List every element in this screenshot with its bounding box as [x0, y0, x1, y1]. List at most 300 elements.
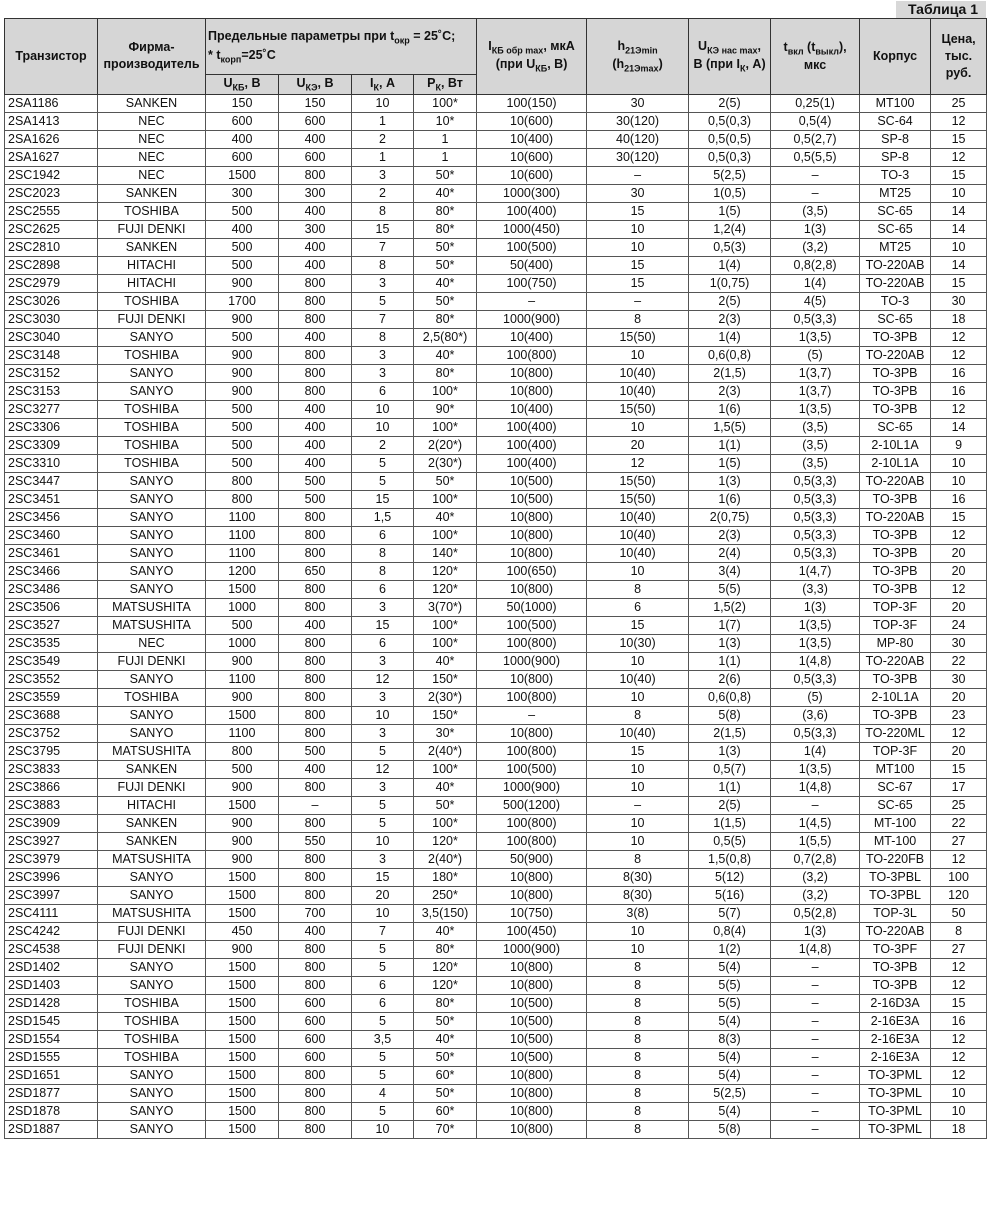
cell-ukb: 1500	[206, 1030, 279, 1048]
cell-ukb: 800	[206, 742, 279, 760]
cell-h21: 8	[587, 994, 689, 1012]
cell-ik: 3	[352, 346, 414, 364]
cell-ikbo: 10(500)	[477, 490, 587, 508]
cell-ukb: 900	[206, 832, 279, 850]
cell-uke: 800	[279, 976, 352, 994]
cell-ik: 5	[352, 1012, 414, 1030]
cell-ukesat: 0,5(0,3)	[689, 148, 771, 166]
cell-ukesat: 8(3)	[689, 1030, 771, 1048]
cell-price: 50	[931, 904, 987, 922]
cell-package: MT100	[860, 94, 931, 112]
cell-ik: 6	[352, 580, 414, 598]
cell-ikbo: 10(800)	[477, 886, 587, 904]
cell-transistor: 2SC3559	[5, 688, 98, 706]
cell-pk: 2(30*)	[414, 688, 477, 706]
cell-ikbo: 10(800)	[477, 1084, 587, 1102]
cell-ikbo: 1000(900)	[477, 940, 587, 958]
col-uke: $U_{КЭ}$, В	[279, 75, 352, 95]
cell-maker: MATSUSHITA	[98, 850, 206, 868]
cell-ukb: 300	[206, 184, 279, 202]
cell-package: TO-3PBL	[860, 868, 931, 886]
cell-h21: 6	[587, 598, 689, 616]
table-row	[5, 112, 987, 130]
cell-ukesat: 2(6)	[689, 670, 771, 688]
cell-maker: SANYO	[98, 868, 206, 886]
cell-ik: 3	[352, 274, 414, 292]
cell-ikbo: 10(800)	[477, 382, 587, 400]
cell-ukb: 900	[206, 310, 279, 328]
table-row	[5, 976, 987, 994]
cell-ik: 8	[352, 256, 414, 274]
cell-h21: 15(50)	[587, 490, 689, 508]
table-row	[5, 1012, 987, 1030]
cell-transistor: 2SC3866	[5, 778, 98, 796]
cell-price: 12	[931, 112, 987, 130]
cell-transistor: 2SC3466	[5, 562, 98, 580]
cell-pk: 30*	[414, 724, 477, 742]
cell-ukb: 1700	[206, 292, 279, 310]
cell-pk: 70*	[414, 1120, 477, 1138]
cell-uke: 500	[279, 490, 352, 508]
cell-maker: SANKEN	[98, 184, 206, 202]
cell-package: TO-3	[860, 292, 931, 310]
cell-price: 12	[931, 958, 987, 976]
cell-h21: 30	[587, 94, 689, 112]
cell-ton: 1(3,7)	[771, 382, 860, 400]
cell-ukb: 1500	[206, 1066, 279, 1084]
table-row	[5, 634, 987, 652]
col-pk: $P_К$, Вт	[414, 75, 477, 95]
table-row	[5, 526, 987, 544]
cell-package: TO-3PB	[860, 544, 931, 562]
cell-uke: 800	[279, 382, 352, 400]
cell-price: 12	[931, 346, 987, 364]
cell-ikbo: 100(450)	[477, 922, 587, 940]
cell-package: SP-8	[860, 148, 931, 166]
cell-ton: 0,7(2,8)	[771, 850, 860, 868]
cell-ukesat: 1(1,5)	[689, 814, 771, 832]
cell-ik: 3	[352, 724, 414, 742]
cell-ukesat: 5(5)	[689, 994, 771, 1012]
cell-maker: SANKEN	[98, 760, 206, 778]
cell-price: 10	[931, 472, 987, 490]
cell-ton: (3,2)	[771, 238, 860, 256]
cell-ik: 2	[352, 184, 414, 202]
cell-transistor: 2SC3688	[5, 706, 98, 724]
cell-price: 16	[931, 364, 987, 382]
table-row	[5, 760, 987, 778]
cell-price: 16	[931, 490, 987, 508]
cell-pk: 2(20*)	[414, 436, 477, 454]
cell-transistor: 2SC2810	[5, 238, 98, 256]
cell-transistor: 2SA1413	[5, 112, 98, 130]
table-row	[5, 1084, 987, 1102]
cell-h21: 10	[587, 922, 689, 940]
col-ukesat: $U_{КЭ нас max}$, В (при $I_К$, А)	[689, 19, 771, 95]
cell-uke: 600	[279, 1048, 352, 1066]
cell-ton: 1(4,8)	[771, 940, 860, 958]
cell-transistor: 2SC3506	[5, 598, 98, 616]
cell-transistor: 2SD1545	[5, 1012, 98, 1030]
cell-ukesat: 1(4)	[689, 328, 771, 346]
cell-ikbo: 10(800)	[477, 868, 587, 886]
cell-ukesat: 2(5)	[689, 796, 771, 814]
cell-maker: SANYO	[98, 562, 206, 580]
cell-uke: 400	[279, 238, 352, 256]
cell-pk: 3,5(150)	[414, 904, 477, 922]
cell-ik: 8	[352, 544, 414, 562]
cell-ikbo: 10(400)	[477, 328, 587, 346]
table-row	[5, 184, 987, 202]
cell-ukesat: 1(3)	[689, 634, 771, 652]
cell-pk: 100*	[414, 814, 477, 832]
table-row	[5, 274, 987, 292]
cell-package: TO-3PB	[860, 328, 931, 346]
cell-ukb: 1500	[206, 166, 279, 184]
cell-ton: 1(3,5)	[771, 328, 860, 346]
cell-ikbo: –	[477, 706, 587, 724]
cell-h21: 15	[587, 616, 689, 634]
cell-ton: 0,8(2,8)	[771, 256, 860, 274]
cell-h21: 10	[587, 220, 689, 238]
cell-h21: 15(50)	[587, 472, 689, 490]
cell-ukesat: 2(1,5)	[689, 364, 771, 382]
cell-transistor: 2SC3997	[5, 886, 98, 904]
cell-uke: 400	[279, 400, 352, 418]
cell-h21: –	[587, 292, 689, 310]
cell-ikbo: 10(800)	[477, 1120, 587, 1138]
cell-ikbo: 100(150)	[477, 94, 587, 112]
cell-price: 12	[931, 976, 987, 994]
cell-package: TO-220ML	[860, 724, 931, 742]
cell-h21: 10	[587, 760, 689, 778]
cell-pk: 80*	[414, 220, 477, 238]
cell-pk: 120*	[414, 832, 477, 850]
table-row	[5, 958, 987, 976]
cell-ton: 0,5(5,5)	[771, 148, 860, 166]
cell-package: TO-3PML	[860, 1102, 931, 1120]
cell-pk: 10*	[414, 112, 477, 130]
cell-ik: 3	[352, 166, 414, 184]
cell-maker: SANYO	[98, 724, 206, 742]
table-body	[5, 94, 987, 1138]
col-transistor: Транзистор	[5, 19, 98, 95]
cell-maker: SANYO	[98, 1066, 206, 1084]
cell-h21: 8(30)	[587, 868, 689, 886]
cell-maker: MATSUSHITA	[98, 616, 206, 634]
cell-ukesat: 5(7)	[689, 904, 771, 922]
cell-transistor: 2SC3549	[5, 652, 98, 670]
cell-ukb: 500	[206, 400, 279, 418]
cell-h21: 30(120)	[587, 148, 689, 166]
cell-h21: 8	[587, 580, 689, 598]
cell-ik: 3	[352, 778, 414, 796]
cell-price: 10	[931, 1084, 987, 1102]
cell-ton: –	[771, 994, 860, 1012]
cell-ton: –	[771, 1048, 860, 1066]
cell-ikbo: 10(800)	[477, 508, 587, 526]
cell-maker: SANYO	[98, 364, 206, 382]
cell-maker: FUJI DENKI	[98, 922, 206, 940]
cell-h21: 8	[587, 1030, 689, 1048]
cell-uke: 800	[279, 940, 352, 958]
table-row	[5, 418, 987, 436]
cell-price: 15	[931, 508, 987, 526]
cell-package: TO-220FB	[860, 850, 931, 868]
cell-uke: 400	[279, 436, 352, 454]
cell-ton: (5)	[771, 688, 860, 706]
cell-h21: 8	[587, 1012, 689, 1030]
cell-maker: NEC	[98, 166, 206, 184]
cell-transistor: 2SC3535	[5, 634, 98, 652]
table-row	[5, 1120, 987, 1138]
cell-maker: FUJI DENKI	[98, 220, 206, 238]
cell-uke: 800	[279, 310, 352, 328]
cell-ikbo: 50(900)	[477, 850, 587, 868]
cell-ikbo: 10(800)	[477, 670, 587, 688]
cell-ton: –	[771, 1102, 860, 1120]
cell-ton: 1(4,5)	[771, 814, 860, 832]
cell-pk: 150*	[414, 670, 477, 688]
cell-maker: SANYO	[98, 1102, 206, 1120]
cell-uke: 800	[279, 724, 352, 742]
table-row	[5, 472, 987, 490]
cell-uke: 800	[279, 1066, 352, 1084]
table-row	[5, 796, 987, 814]
cell-transistor: 2SA1626	[5, 130, 98, 148]
cell-ikbo: 1000(900)	[477, 310, 587, 328]
cell-ukesat: 0,5(7)	[689, 760, 771, 778]
cell-ukesat: 1,2(4)	[689, 220, 771, 238]
cell-transistor: 2SC3909	[5, 814, 98, 832]
table-row	[5, 580, 987, 598]
cell-maker: TOSHIBA	[98, 346, 206, 364]
cell-pk: 50*	[414, 796, 477, 814]
cell-transistor: 2SD1555	[5, 1048, 98, 1066]
cell-maker: MATSUSHITA	[98, 742, 206, 760]
cell-price: 15	[931, 760, 987, 778]
cell-h21: 10	[587, 814, 689, 832]
cell-ukb: 900	[206, 940, 279, 958]
cell-uke: 400	[279, 616, 352, 634]
cell-package: TO-3PBL	[860, 886, 931, 904]
cell-ukesat: 5(4)	[689, 1102, 771, 1120]
cell-ukesat: 1(5)	[689, 202, 771, 220]
cell-ukb: 1500	[206, 1120, 279, 1138]
cell-ukb: 600	[206, 112, 279, 130]
cell-h21: 15	[587, 742, 689, 760]
cell-h21: –	[587, 796, 689, 814]
table-row	[5, 256, 987, 274]
cell-ikbo: 50(1000)	[477, 598, 587, 616]
cell-pk: 40*	[414, 778, 477, 796]
cell-price: 16	[931, 1012, 987, 1030]
cell-uke: 800	[279, 364, 352, 382]
cell-ik: 4	[352, 1084, 414, 1102]
cell-ton: (3,5)	[771, 454, 860, 472]
cell-price: 14	[931, 418, 987, 436]
cell-uke: 800	[279, 706, 352, 724]
cell-ton: 1(4)	[771, 274, 860, 292]
cell-ik: 5	[352, 1048, 414, 1066]
cell-h21: 3(8)	[587, 904, 689, 922]
cell-price: 12	[931, 328, 987, 346]
cell-pk: 2,5(80*)	[414, 328, 477, 346]
cell-ukb: 1500	[206, 706, 279, 724]
cell-h21: 30	[587, 184, 689, 202]
cell-package: TO-220AB	[860, 508, 931, 526]
cell-price: 12	[931, 400, 987, 418]
cell-ukb: 1100	[206, 724, 279, 742]
cell-ton: 1(3)	[771, 598, 860, 616]
cell-package: TO-220AB	[860, 256, 931, 274]
cell-pk: 50*	[414, 292, 477, 310]
table-row	[5, 364, 987, 382]
cell-maker: SANYO	[98, 1084, 206, 1102]
cell-package: TO-3PML	[860, 1120, 931, 1138]
cell-ukb: 500	[206, 256, 279, 274]
cell-ik: 3	[352, 850, 414, 868]
cell-ukesat: 0,5(5)	[689, 832, 771, 850]
cell-maker: SANYO	[98, 382, 206, 400]
cell-h21: 12	[587, 454, 689, 472]
cell-ikbo: 100(800)	[477, 688, 587, 706]
cell-price: 10	[931, 238, 987, 256]
cell-maker: NEC	[98, 112, 206, 130]
cell-maker: SANKEN	[98, 94, 206, 112]
cell-ikbo: 100(500)	[477, 616, 587, 634]
cell-ton: 1(3,5)	[771, 400, 860, 418]
cell-price: 12	[931, 724, 987, 742]
cell-transistor: 2SD1403	[5, 976, 98, 994]
cell-package: SC-65	[860, 418, 931, 436]
table-row	[5, 1066, 987, 1084]
table-row	[5, 346, 987, 364]
cell-ukesat: 5(4)	[689, 1012, 771, 1030]
cell-uke: –	[279, 796, 352, 814]
cell-ikbo: 10(800)	[477, 976, 587, 994]
cell-ukesat: 1(2)	[689, 940, 771, 958]
cell-package: TO-220AB	[860, 922, 931, 940]
cell-price: 22	[931, 814, 987, 832]
table-row	[5, 850, 987, 868]
cell-h21: 10(40)	[587, 670, 689, 688]
table-row	[5, 310, 987, 328]
cell-ukesat: 2(3)	[689, 310, 771, 328]
cell-pk: 40*	[414, 1030, 477, 1048]
cell-uke: 600	[279, 148, 352, 166]
cell-ukesat: 1(1)	[689, 652, 771, 670]
cell-ukb: 400	[206, 130, 279, 148]
cell-package: TO-3PB	[860, 526, 931, 544]
cell-ukesat: 1,5(2)	[689, 598, 771, 616]
cell-maker: HITACHI	[98, 256, 206, 274]
cell-transistor: 2SC3030	[5, 310, 98, 328]
cell-pk: 40*	[414, 508, 477, 526]
cell-maker: TOSHIBA	[98, 994, 206, 1012]
cell-package: MT25	[860, 184, 931, 202]
cell-ik: 3	[352, 652, 414, 670]
cell-h21: 15	[587, 256, 689, 274]
cell-ukb: 900	[206, 814, 279, 832]
table-row	[5, 688, 987, 706]
cell-ikbo: 10(800)	[477, 580, 587, 598]
cell-ikbo: 10(800)	[477, 724, 587, 742]
cell-ton: 0,5(2,7)	[771, 130, 860, 148]
cell-ukesat: 1(3)	[689, 472, 771, 490]
cell-ukesat: 2(0,75)	[689, 508, 771, 526]
cell-ton: 1(4,8)	[771, 652, 860, 670]
cell-maker: MATSUSHITA	[98, 904, 206, 922]
cell-ukb: 900	[206, 778, 279, 796]
cell-ton: 0,5(3,3)	[771, 508, 860, 526]
cell-package: TOP-3L	[860, 904, 931, 922]
cell-ukesat: 1(6)	[689, 400, 771, 418]
cell-package: MT-100	[860, 832, 931, 850]
cell-ton: 1(4)	[771, 742, 860, 760]
cell-package: 2-10L1A	[860, 454, 931, 472]
cell-transistor: 2SD1554	[5, 1030, 98, 1048]
cell-ukesat: 2(3)	[689, 526, 771, 544]
cell-uke: 800	[279, 292, 352, 310]
cell-ik: 3	[352, 364, 414, 382]
cell-ikbo: 10(500)	[477, 1012, 587, 1030]
cell-ukb: 1500	[206, 904, 279, 922]
cell-pk: 100*	[414, 382, 477, 400]
cell-uke: 400	[279, 328, 352, 346]
cell-ton: 1(3,7)	[771, 364, 860, 382]
cell-maker: FUJI DENKI	[98, 778, 206, 796]
cell-h21: 15	[587, 202, 689, 220]
cell-price: 30	[931, 634, 987, 652]
cell-ikbo: 10(600)	[477, 148, 587, 166]
table-row	[5, 238, 987, 256]
cell-price: 18	[931, 1120, 987, 1138]
cell-uke: 400	[279, 256, 352, 274]
col-price: Цена, тыс. руб.	[931, 19, 987, 95]
cell-ik: 10	[352, 418, 414, 436]
cell-ton: 0,5(2,8)	[771, 904, 860, 922]
cell-price: 15	[931, 274, 987, 292]
cell-pk: 250*	[414, 886, 477, 904]
cell-h21: 10	[587, 832, 689, 850]
cell-uke: 800	[279, 868, 352, 886]
cell-price: 12	[931, 1066, 987, 1084]
cell-pk: 120*	[414, 562, 477, 580]
cell-maker: SANYO	[98, 526, 206, 544]
cell-maker: SANYO	[98, 490, 206, 508]
cell-ukb: 800	[206, 472, 279, 490]
cell-ikbo: 100(800)	[477, 814, 587, 832]
cell-ik: 10	[352, 94, 414, 112]
cell-ik: 10	[352, 832, 414, 850]
cell-uke: 800	[279, 850, 352, 868]
cell-ukesat: 5(5)	[689, 580, 771, 598]
table-row	[5, 706, 987, 724]
cell-h21: 8	[587, 1048, 689, 1066]
cell-h21: 30(120)	[587, 112, 689, 130]
table-row	[5, 544, 987, 562]
cell-package: TO-3PB	[860, 670, 931, 688]
cell-ukesat: 2(3)	[689, 382, 771, 400]
cell-ton: 1(3)	[771, 922, 860, 940]
cell-ik: 10	[352, 706, 414, 724]
table-row	[5, 382, 987, 400]
cell-transistor: 2SC4242	[5, 922, 98, 940]
cell-maker: NEC	[98, 130, 206, 148]
cell-ukesat: 1,5(5)	[689, 418, 771, 436]
cell-maker: HITACHI	[98, 796, 206, 814]
